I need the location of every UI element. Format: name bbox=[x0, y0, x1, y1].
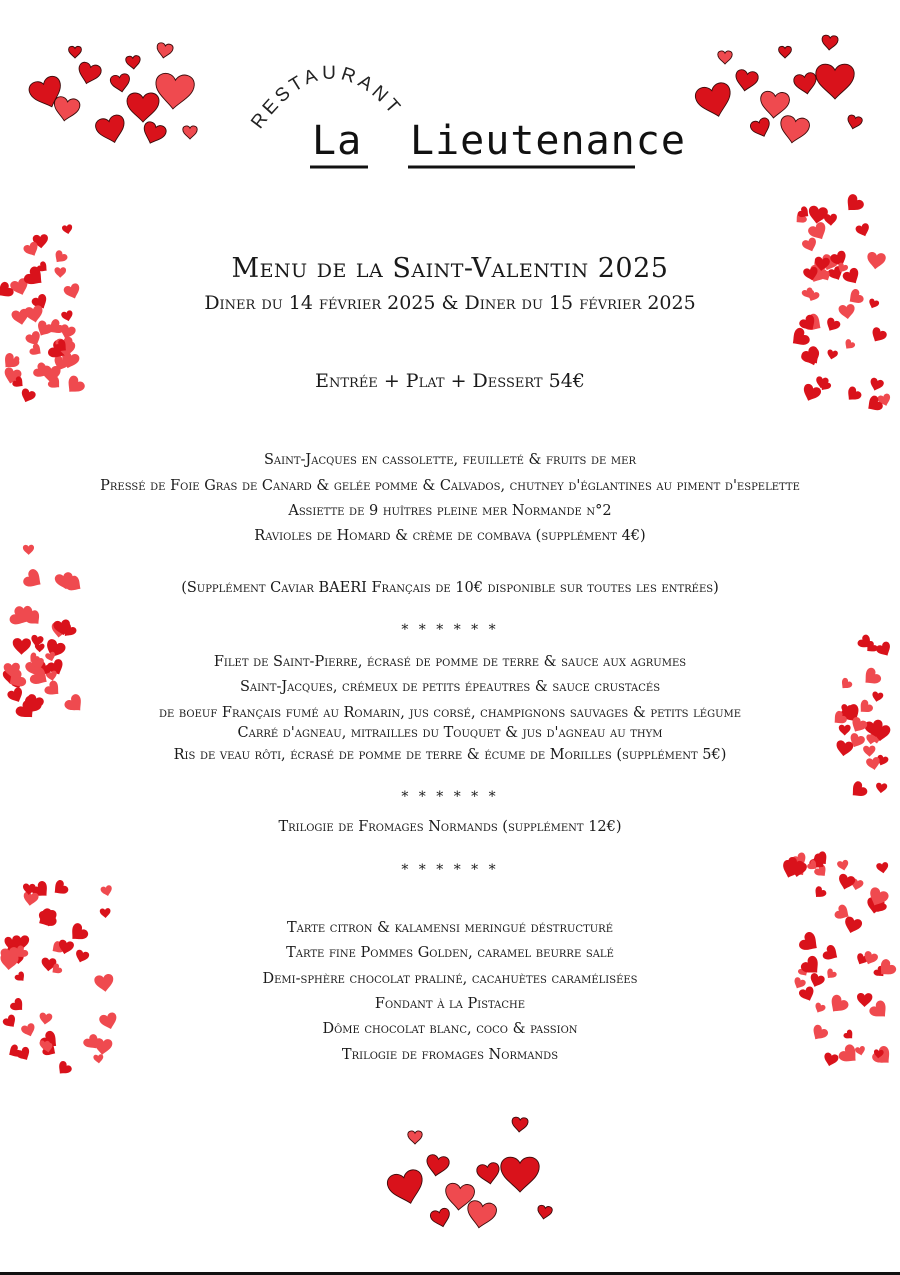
heart-icon bbox=[842, 338, 856, 352]
heart-icon bbox=[821, 35, 838, 51]
heart-icon bbox=[868, 326, 888, 345]
hearts-right-3 bbox=[785, 850, 900, 1080]
dessert-item: Dôme chocolat blanc, coco & passion bbox=[322, 1021, 578, 1037]
heart-icon bbox=[812, 885, 828, 901]
section-separator: * * * * * * bbox=[401, 862, 499, 878]
heart-icon bbox=[778, 115, 811, 146]
heart-icon bbox=[855, 222, 872, 238]
heart-icon bbox=[12, 638, 31, 655]
heart-icon bbox=[154, 73, 195, 111]
heart-icon bbox=[779, 46, 792, 58]
heart-icon bbox=[22, 891, 39, 907]
heart-icon bbox=[842, 192, 866, 216]
heart-icon bbox=[718, 51, 732, 64]
heart-icon bbox=[824, 316, 842, 333]
caviar-supplement-note: (Supplément Caviar BAERI Français de 10€ disponible sur toutes les entrées) bbox=[181, 580, 719, 596]
heart-icon bbox=[69, 46, 82, 58]
heart-icon bbox=[511, 1117, 528, 1133]
heart-icon bbox=[536, 1205, 552, 1220]
heart-icon bbox=[501, 1157, 539, 1192]
heart-icon bbox=[140, 120, 168, 147]
menu-subtitle: Diner du 14 février 2025 & Diner du 15 février 2025 bbox=[204, 292, 696, 314]
heart-icon bbox=[465, 1200, 498, 1231]
heart-icon bbox=[125, 55, 140, 69]
heart-icon bbox=[824, 214, 838, 227]
plat-item: Saint-Jacques, crémeux de petits épeautres & sauce crustacés bbox=[239, 679, 661, 695]
dessert-item: Tarte fine Pommes Golden, caramel beurre salé bbox=[286, 945, 614, 961]
plat-item: Filet de Saint-Pierre, écrasé de pomme de terre & sauce aux agrumes bbox=[213, 654, 687, 670]
heart-icon bbox=[793, 72, 819, 96]
logo-name-lieutenance: Lieutenance bbox=[410, 118, 686, 164]
plat-item: Carré d'agneau, mitrailles du Touquet & jus d'agneau au thym bbox=[237, 725, 663, 741]
heart-icon bbox=[52, 96, 81, 123]
heart-icon bbox=[826, 349, 838, 361]
heart-icon bbox=[693, 81, 735, 121]
heart-icon bbox=[846, 114, 863, 130]
entree-item: Pressé de Foie Gras de Canard & gelée pomme & Calvados, chutney d'églantines au piment d'espelette bbox=[100, 478, 800, 494]
heart-icon bbox=[734, 69, 760, 93]
fromage-item: Trilogie de Fromages Normands (supplément 12€) bbox=[278, 819, 622, 835]
heart-icon bbox=[408, 1131, 422, 1144]
menu-formula-price: Entrée + Plat + Dessert 54€ bbox=[315, 370, 585, 392]
heart-icon bbox=[100, 885, 113, 898]
heart-icon bbox=[28, 342, 44, 358]
heart-icon bbox=[816, 64, 854, 99]
heart-icon bbox=[759, 91, 790, 120]
hearts-top-right bbox=[685, 25, 875, 150]
heart-icon bbox=[62, 224, 74, 235]
heart-icon bbox=[476, 1162, 502, 1186]
heart-icon bbox=[76, 61, 103, 86]
dessert-item: Demi-sphère chocolat praliné, cacahuètes caramélisées bbox=[262, 971, 638, 987]
heart-icon bbox=[110, 73, 132, 93]
heart-icon bbox=[23, 545, 34, 555]
heart-icon bbox=[429, 1207, 452, 1229]
heart-icon bbox=[155, 42, 173, 59]
dessert-item: Tarte citron & kalamensi meringué déstructuré bbox=[286, 920, 613, 936]
heart-icon bbox=[425, 1154, 451, 1178]
dessert-item: Trilogie de fromages Normands bbox=[341, 1047, 559, 1063]
heart-icon bbox=[50, 879, 70, 899]
dessert-item: Fondant à la Pistache bbox=[374, 996, 526, 1012]
heart-icon bbox=[385, 1168, 427, 1208]
heart-icon bbox=[749, 117, 773, 140]
entree-item: Saint-Jacques en cassolette, feuilleté & fruits de mer bbox=[264, 452, 636, 468]
plat-item: Ris de veau rôti, écrasé de pomme de terre & écume de Morilles (supplément 5€) bbox=[173, 747, 727, 763]
heart-icon bbox=[94, 113, 129, 146]
heart-icon bbox=[183, 126, 197, 139]
section-separator: * * * * * * bbox=[401, 622, 499, 638]
heart-icon bbox=[100, 908, 111, 918]
logo-arc-text: RESTAURANT bbox=[247, 62, 407, 133]
hearts-top-left bbox=[15, 30, 205, 150]
hearts-bottom-center bbox=[370, 1110, 560, 1235]
entree-item: Assiette de 9 huîtres pleine mer Normande n°2 bbox=[288, 503, 612, 519]
heart-icon bbox=[787, 326, 811, 350]
heart-icon bbox=[801, 237, 819, 254]
heart-icon bbox=[799, 344, 824, 368]
section-separator: * * * * * * bbox=[401, 789, 499, 805]
heart-icon bbox=[127, 93, 159, 122]
plat-item: de boeuf Français fumé au Romarin, jus corsé, champignons sauvages & petits légume bbox=[158, 705, 742, 721]
logo-name-la: La bbox=[312, 118, 363, 164]
menu-title: Menu de la Saint-Valentin 2025 bbox=[231, 253, 669, 284]
entree-item: Ravioles de Homard & crème de combava (supplément 4€) bbox=[254, 528, 646, 544]
